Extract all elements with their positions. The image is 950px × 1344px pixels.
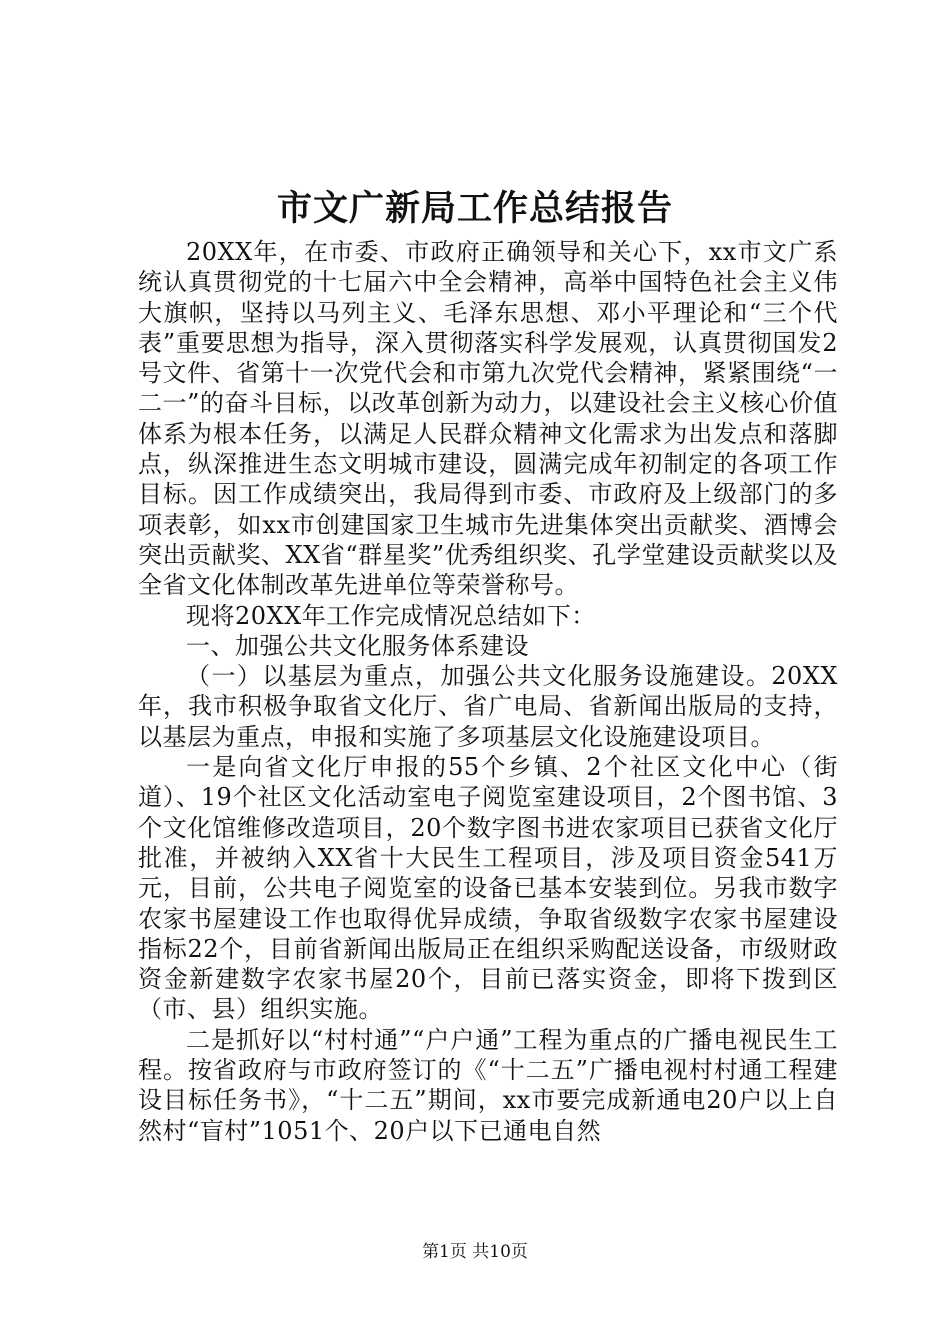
document-body [138,237,838,1146]
paragraph-intro: 20XX年，在市委、市政府正确领导和关心下，xx市文广系统认真贯彻党的十七届六中全会精神，高举中国特色社会主义伟大旗帜，坚持以马列主义、毛泽东思想、邓小平理论和“三个代表”重要思想为指导，深入贯彻落实科学发展观，认真贯彻国发2号文件、省第十一次党代会和市第九次党代会精神，紧紧围绕“一二一”的奋斗目标，以改革创新为动力，以建设社会主义核心价值体系为根本任务，以满足人民群众精神文化需求为出发点和落脚点，纵深推进生态文明城市建设，圆满完成年初制定的各项工作目标。因工作成绩突出，我局得到市委、市政府及上级部门的多项表彰，如xx市创建国家卫生城市先进集体突出贡献奖、酒博会突出贡献奖、XX省“群星奖”优秀组织奖、孔学堂建设贡献奖以及全省文化体制改革先进单位等荣誉称号。 [138,238,838,600]
subsection-heading-1: （一）以基层为重点，加强公共文化服务设施建设。20XX年，我市积极争取省文化厅、省广电局、省新闻出版局的支持，以基层为重点，申报和实施了多项基层文化设施建设项目。 [138,662,838,751]
paragraph-summary-lead: 现将20XX年工作完成情况总结如下： [186,601,596,630]
section-heading-1: 一、加强公共文化服务体系建设 [186,631,529,660]
paragraph-point-2: 二是抓好以“村村通”“户户通”工程为重点的广播电视民生工程。按省政府与市政府签订的《“十二五”广播电视村村通工程建设目标任务书》，“十二五”期间，xx市要完成新通电20户以上自然村“盲村”1051个、20户以下已通电自然 [138,1025,838,1145]
page-footer: 第1页 共10页 [422,1242,528,1262]
paragraph-point-1: 一是向省文化厅申报的55个乡镇、2个社区文化中心（街道）、19个社区文化活动室电子阅览室建设项目，2个图书馆、3个文化馆维修改造项目，20个数字图书进农家项目已获省文化厅批准，并被纳入XX省十大民生工程项目，涉及项目资金541万元，目前，公共电子阅览室的设备已基本安装到位。另我市数字农家书屋建设工作也取得优异成绩，争取省级数字农家书屋建设指标22个，目前省新闻出版局正在组织采购配送设备，市级财政资金新建数字农家书屋20个，目前已落实资金，即将下拨到区（市、县）组织实施。 [138,753,838,1024]
document-title: 市文广新局工作总结报告 [276,188,673,229]
